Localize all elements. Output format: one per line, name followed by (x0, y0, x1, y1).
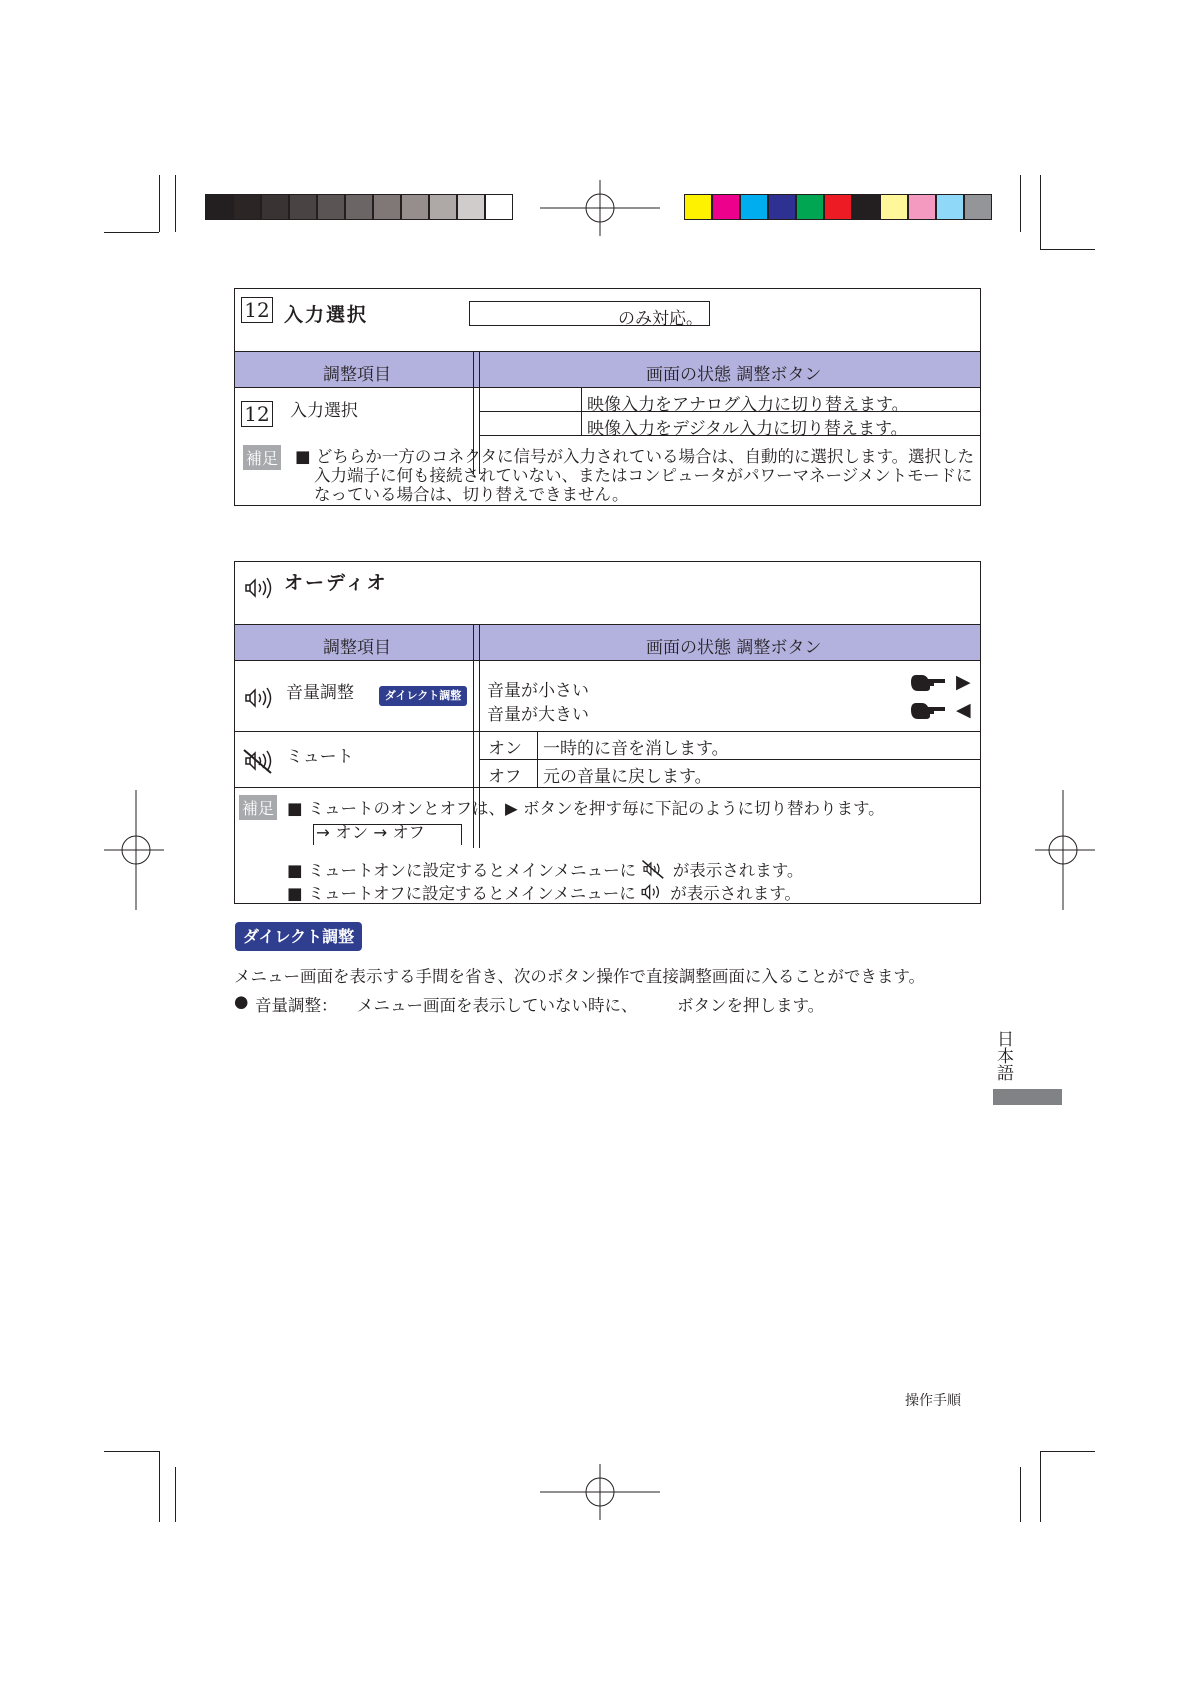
table-header (235, 351, 980, 388)
pointing-hand-icon (910, 700, 946, 722)
mute-on-desc: 一時的に音を消します。 (543, 739, 729, 759)
color-swatch (796, 194, 824, 220)
section-title: オーディオ (284, 572, 388, 594)
mute-cycle-diagram (313, 824, 462, 845)
mute-icon (243, 748, 275, 774)
language-tab-bar (993, 1089, 1062, 1105)
note-3-text-a: ■ ミュートオフに設定するとメインメニューに (287, 884, 636, 903)
header-item: 調整項目 (323, 365, 391, 385)
arrow-left-button: ◀ (956, 699, 971, 721)
arrow-right-button: ▶ (956, 671, 971, 693)
table-header (235, 624, 980, 661)
hosoku-label: 補足 (243, 445, 281, 470)
color-swatch (457, 194, 485, 220)
input-select-panel (234, 288, 981, 506)
direct-bullet: ● (234, 992, 249, 1011)
mute-icon (641, 859, 667, 879)
note-3 (287, 882, 801, 903)
color-swatch (908, 194, 936, 220)
header-item: 調整項目 (323, 638, 391, 658)
direct-adjust-badge: ダイレクト調整 (379, 686, 467, 706)
color-swatch (964, 194, 992, 220)
option-digital: 映像入力をデジタル入力に切り替えます。 (587, 419, 908, 439)
color-swatch (768, 194, 796, 220)
header-state: 画面の状態 調整ボタン (646, 638, 822, 658)
note-line-2: 入力端子に何も接続されていない、またはコンピュータがパワーマネージメントモードに (314, 466, 973, 485)
support-note-box (469, 301, 710, 329)
direct-adjust-heading: ダイレクト調整 (235, 922, 362, 951)
direct-adjust-desc: メニュー画面を表示する手間を省き、次のボタン操作で直接調整画面に入ることができます。 (234, 967, 926, 986)
volume-icon (245, 686, 273, 710)
note-line-3: なっている場合は、切り替えできません。 (314, 485, 629, 504)
volume-label: 音量調整 (286, 683, 354, 703)
support-note: のみ対応。 (618, 309, 703, 329)
audio-panel (234, 561, 981, 904)
direct-item-button: ボタンを押します。 (677, 996, 825, 1015)
registration-target-right (1035, 790, 1095, 910)
color-swatch (712, 194, 740, 220)
hosoku-label: 補足 (239, 795, 277, 820)
volume-low: 音量が小さい (487, 681, 589, 701)
color-swatch (852, 194, 880, 220)
mute-off-desc: 元の音量に戻します。 (543, 767, 712, 787)
mute-cycle-text: → オン → オフ (316, 823, 425, 842)
color-swatch (880, 194, 908, 220)
registration-target-top (540, 180, 660, 236)
mute-off-label: オフ (488, 767, 522, 787)
item-label: 入力選択 (290, 401, 358, 421)
pointing-hand-icon (910, 672, 946, 694)
item-number: 12 (241, 401, 273, 427)
color-swatch (401, 194, 429, 220)
color-swatch (317, 194, 345, 220)
mute-on-label: オン (488, 739, 522, 759)
speaker-icon (641, 882, 665, 902)
direct-item-label: 音量調整： (255, 996, 338, 1015)
color-swatch (429, 194, 457, 220)
note-1: ■ ミュートのオンとオフは、▶ ボタンを押す毎に下記のように切り替わります。 (287, 799, 885, 818)
section-title: 入力選択 (284, 304, 369, 326)
color-swatch (345, 194, 373, 220)
header-state: 画面の状態 調整ボタン (646, 365, 822, 385)
color-swatch (233, 194, 261, 220)
color-swatch (205, 194, 233, 220)
note-2-text-b: が表示されます。 (672, 861, 804, 880)
color-swatch (485, 194, 513, 220)
note-2-text-a: ■ ミュートオンに設定するとメインメニューに (287, 861, 637, 880)
color-swatch (740, 194, 768, 220)
color-swatch (289, 194, 317, 220)
color-swatch (684, 194, 712, 220)
language-tab-label: 日本語 (993, 1030, 1013, 1081)
color-swatch (936, 194, 964, 220)
note-3-text-b: が表示されます。 (670, 884, 801, 903)
option-analog: 映像入力をアナログ入力に切り替えます。 (587, 395, 909, 415)
color-swatch (373, 194, 401, 220)
registration-target-left (104, 790, 164, 910)
section-number: 12 (241, 297, 273, 323)
color-swatch (824, 194, 852, 220)
speaker-icon (245, 576, 273, 600)
note-2 (287, 859, 803, 880)
mute-label: ミュート (286, 747, 354, 767)
footer-label: 操作手順 (905, 1393, 961, 1409)
registration-target-bottom (540, 1464, 660, 1520)
direct-item-desc: メニュー画面を表示していない時に、 (357, 996, 638, 1015)
note-line-1: ■ どちらか一方のコネクタに信号が入力されている場合は、自動的に選択します。選択した (295, 447, 975, 466)
volume-high: 音量が大きい (487, 705, 589, 725)
color-swatch (261, 194, 289, 220)
